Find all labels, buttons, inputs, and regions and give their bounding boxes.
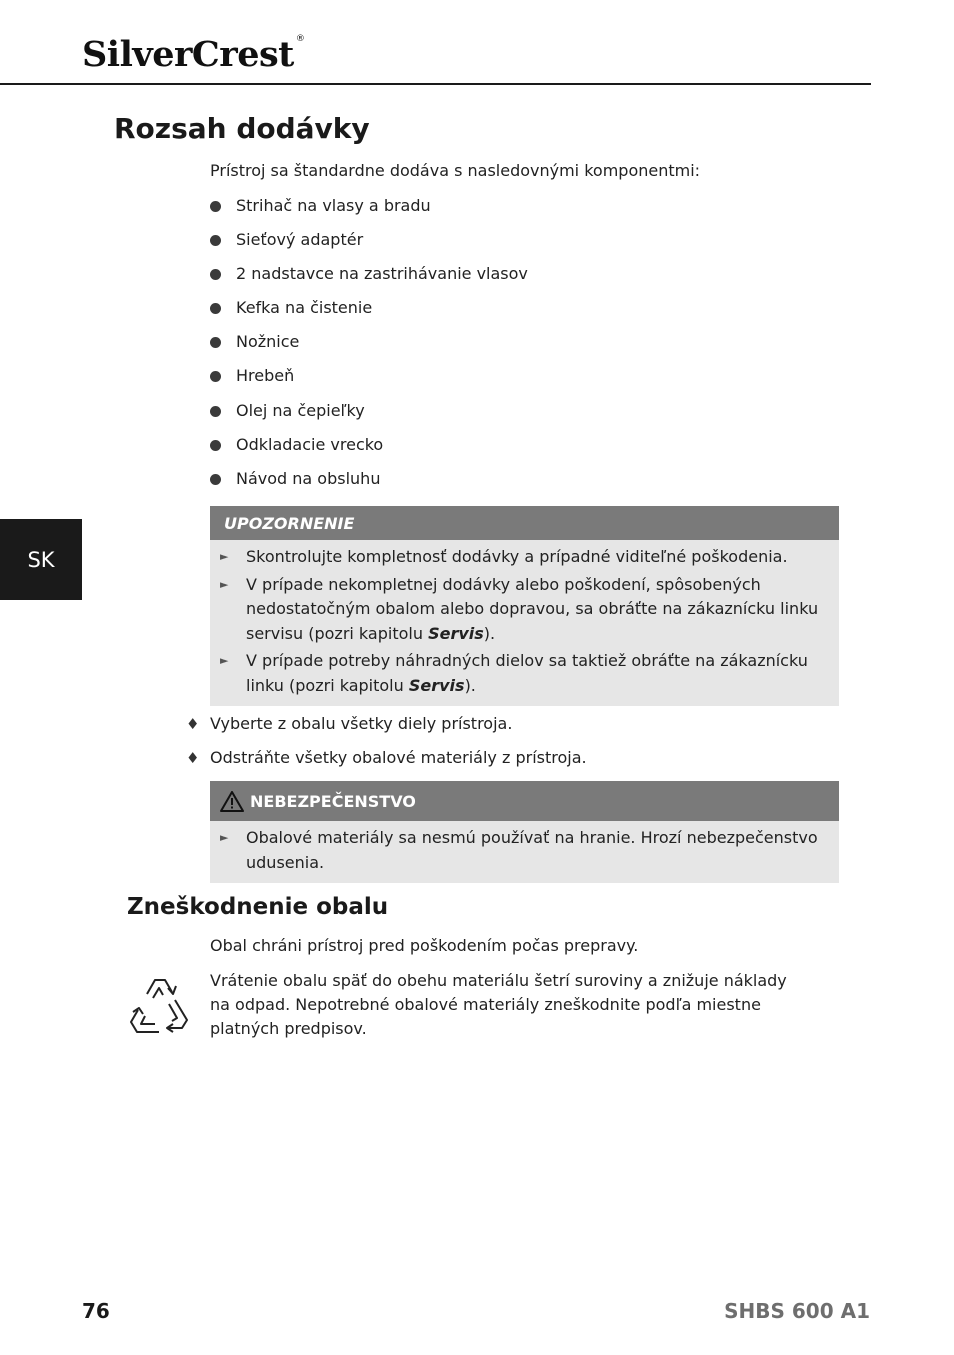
notice-item [220, 545, 829, 570]
list-item-text: Odkladacie vrecko [236, 434, 384, 454]
danger-title: NEBEZPEČENSTVO [250, 791, 416, 811]
notice-item [220, 649, 829, 698]
arrow-right-icon: ► [220, 831, 229, 844]
bullet-icon [210, 269, 221, 280]
disposal-paragraph-1: Obal chráni prístroj pred poškodením počas prepravy. [210, 936, 639, 955]
bullet-icon [210, 474, 221, 485]
bullet-icon [210, 371, 221, 382]
list-item-text: Olej na čepieľky [236, 400, 365, 420]
arrow-right-icon: ► [220, 577, 229, 591]
list-item-text: Návod na obsluhu [236, 468, 381, 488]
notice-box [210, 506, 839, 706]
bullet-icon [210, 337, 221, 348]
step-text: Odstráňte všetky obalové materiály z prístroja. [210, 748, 587, 767]
diamond-bullet-icon: ♦ [186, 749, 200, 767]
model-number: SHBS 600 A1 [724, 1299, 870, 1323]
danger-item-text: Obalové materiály sa nesmú používať na hranie. Hrozí nebezpečenstvo udusenia. [246, 828, 818, 872]
delivery-list [210, 194, 528, 501]
list-item [210, 364, 528, 398]
list-item [210, 433, 528, 467]
delivery-intro: Prístroj sa štandardne dodáva s nasledovnými komponentmi: [210, 161, 701, 180]
list-item [210, 467, 528, 501]
list-item [210, 330, 528, 364]
bullet-icon [210, 235, 221, 246]
section-title-delivery: Rozsah dodávky [114, 112, 370, 145]
warning-icon [220, 791, 244, 812]
danger-box [210, 781, 839, 883]
brand-logo [82, 34, 304, 75]
bullet-icon [210, 303, 221, 314]
list-item-text: Strihač na vlasy a bradu [236, 196, 431, 215]
list-item [210, 194, 528, 228]
bullet-icon [210, 406, 221, 417]
disposal-paragraph-2: Vrátenie obalu späť do obehu materiálu šetrí suroviny a znižuje náklady na odpad. Nepotrebné obalové materiály zneškodnite podľa miestne platných predpisov. [210, 971, 787, 1038]
step-text: Vyberte z obalu všetky diely prístroja. [210, 714, 513, 733]
bullet-icon [210, 201, 221, 212]
list-item-text: Hrebeň [236, 366, 295, 386]
language-tab: SK [0, 519, 82, 600]
section-title-disposal: Zneškodnenie obalu [127, 894, 389, 920]
list-item [210, 399, 528, 433]
list-item [210, 296, 528, 330]
list-item-text: 2 nadstavce na zastrihávanie vlasov [236, 264, 528, 284]
bullet-icon [210, 440, 221, 451]
notice-item-text: Skontrolujte kompletnosť dodávky a prípadné viditeľné poškodenia. [246, 547, 788, 566]
step-item [186, 746, 587, 770]
list-item [210, 262, 528, 296]
notice-item [220, 573, 829, 647]
registered-mark: ® [295, 34, 305, 44]
arrow-right-icon: ► [220, 654, 229, 667]
danger-header [210, 781, 839, 821]
diamond-bullet-icon: ♦ [186, 715, 200, 733]
header-rule [0, 83, 871, 85]
brand-name: SilverCrest [82, 34, 294, 75]
arrow-right-icon: ► [220, 550, 229, 563]
list-item-text: Sieťový adaptér [236, 230, 364, 250]
notice-title: UPOZORNENIE [210, 506, 839, 540]
list-item-text: Nožnice [236, 332, 300, 352]
notice-item-text: V prípade potreby náhradných dielov sa taktiež obráťte na zákaznícku linku (pozri kapitolu Servis). [246, 651, 808, 695]
danger-item [220, 826, 829, 875]
list-item [210, 228, 528, 262]
notice-item-text: V prípade nekompletnej dodávky alebo poškodení, spôsobených nedostatočným obalom alebo dopravou, sa obráťte na zákaznícku linku servisu (pozri kapitolu Servis). [246, 574, 819, 643]
page-number: 76 [82, 1299, 110, 1323]
step-item [186, 712, 512, 736]
list-item-text: Kefka na čistenie [236, 298, 373, 318]
recycle-icon [125, 974, 193, 1038]
